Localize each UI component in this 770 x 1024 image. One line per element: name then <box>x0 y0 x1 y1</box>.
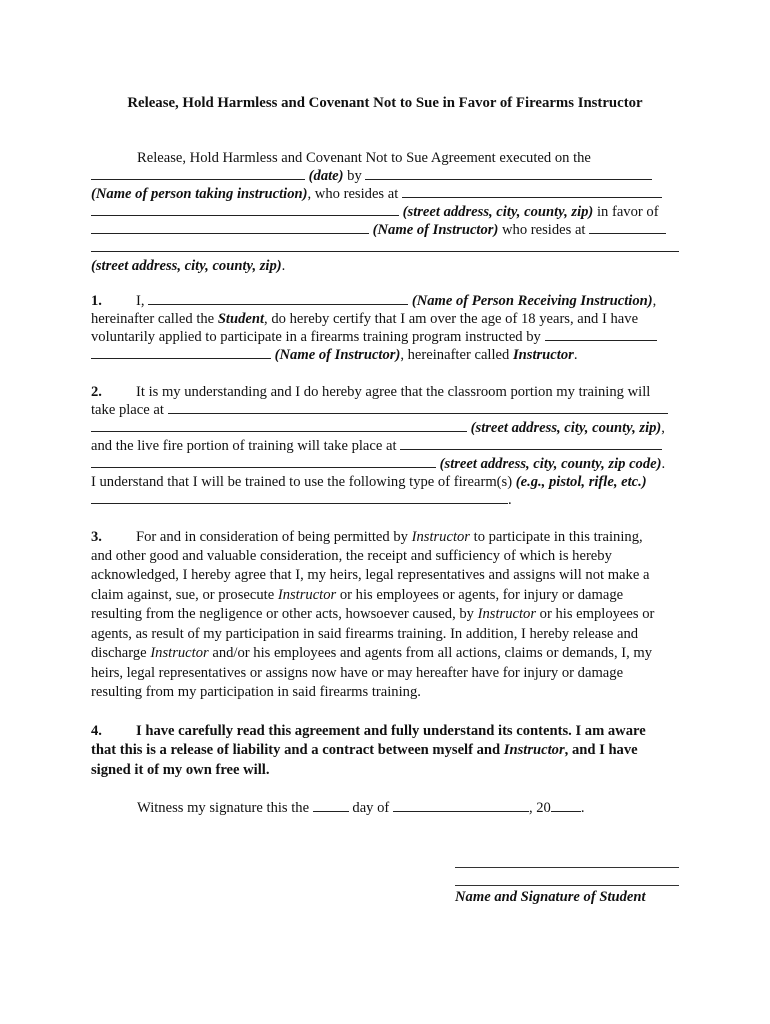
take-place-text: take place at <box>91 402 164 418</box>
section3-line-7 <box>91 644 652 662</box>
by-text: by <box>347 168 362 184</box>
comma: , <box>652 293 657 309</box>
intro-text: Release, Hold Harmless and Covenant Not to Sue Agreement executed on the <box>137 150 591 166</box>
instructor-term: Instructor <box>503 742 565 758</box>
section4-line-1 <box>91 722 646 740</box>
intro-line-6 <box>91 239 679 257</box>
instructor-blank-1[interactable] <box>545 328 657 341</box>
month-blank[interactable] <box>393 799 529 812</box>
instructor-name-blank[interactable] <box>91 221 369 234</box>
signature-label: Name and Signature of Student <box>455 889 646 905</box>
section2-line-7 <box>91 491 512 509</box>
instructor-term: Instructor <box>477 606 536 622</box>
date-blank[interactable] <box>91 167 305 180</box>
section2-line-3 <box>91 419 665 437</box>
section3-text: resulting from the negligence or other acts, howsoever caused, by <box>91 606 474 622</box>
certify-text: , do hereby certify that I am over the age of 18 years, and I have <box>264 311 639 327</box>
instructor-address-blank-1[interactable] <box>589 221 666 234</box>
section3-line-1 <box>91 528 643 546</box>
witness-text: Witness my signature this the <box>137 800 310 816</box>
address-blank-2[interactable] <box>91 203 399 216</box>
name-person-label: (Name of person taking instruction) <box>91 186 308 202</box>
live-fire-address-blank-1[interactable] <box>400 437 662 450</box>
street-label-3: (street address, city, county, zip) <box>470 420 662 436</box>
section1-line-2 <box>91 310 638 328</box>
name-instructor-label: (Name of Instructor) <box>372 222 499 238</box>
street-label-1: (street address, city, county, zip) <box>402 204 594 220</box>
section3-text: For and in consideration of being permitted by <box>136 529 408 545</box>
section2-line-4 <box>91 437 662 455</box>
signature-line-2[interactable] <box>455 885 679 886</box>
section2-number: 2. <box>91 384 102 400</box>
date-label: (date) <box>308 168 344 184</box>
instructor-term: Instructor <box>150 645 209 661</box>
section4-text: that this is a release of liability and a contract between myself and <box>91 742 501 758</box>
section2-line-6 <box>91 473 647 491</box>
day-blank[interactable] <box>313 799 349 812</box>
firearm-type-blank[interactable] <box>91 491 508 504</box>
section2-line-2 <box>91 401 668 419</box>
section3-line-9: resulting from my participation in said firearms training. <box>91 684 421 700</box>
section3-line-5 <box>91 605 654 623</box>
section3-text: or his employees or agents, for injury or damage <box>339 587 624 603</box>
section1-line-4 <box>91 346 577 364</box>
who-resides-text-2: who resides at <box>501 222 586 238</box>
instructor-term: Instructor <box>512 347 574 363</box>
street-label-4: (street address, city, county, zip code) <box>439 456 662 472</box>
section3-text: or his employees or <box>539 606 655 622</box>
signature-line-1[interactable] <box>455 867 679 868</box>
witness-line <box>137 799 585 817</box>
name-person-blank[interactable] <box>365 167 652 180</box>
section4-text: , and I have <box>564 742 638 758</box>
intro-line-7 <box>91 257 285 275</box>
name-instructor-label-2: (Name of Instructor) <box>274 347 401 363</box>
section3-text: and/or his employees and agents from all actions, claims or demands, I, my <box>212 645 653 661</box>
section1-line-3 <box>91 328 657 346</box>
section3-line-4 <box>91 586 623 604</box>
period: . <box>573 347 578 363</box>
who-resides-text: , who resides at <box>307 186 399 202</box>
document-title: Release, Hold Harmless and Covenant Not to Sue in Favor of Firearms Instructor <box>127 95 643 111</box>
period: . <box>508 492 512 508</box>
section4-text: I have carefully read this agreement and fully understand its contents. I am aware <box>136 723 646 739</box>
period: . <box>661 456 666 472</box>
instructor-blank-2[interactable] <box>91 346 271 359</box>
section1-line-1 <box>91 292 656 310</box>
section3-line-8: heirs, legal representatives or assigns now have or may hereafter have for injury or damage <box>91 665 624 681</box>
intro-line-4 <box>91 203 659 221</box>
classroom-address-blank-2[interactable] <box>91 419 467 432</box>
hereinafter-called-text: , hereinafter called <box>400 347 510 363</box>
instructor-term: Instructor <box>277 587 337 603</box>
instructor-term: Instructor <box>411 529 470 545</box>
address-blank-1[interactable] <box>402 185 662 198</box>
voluntarily-text: voluntarily applied to participate in a firearms training program instructed by <box>91 329 541 345</box>
classroom-address-blank-1[interactable] <box>168 401 668 414</box>
in-favor-text: in favor of <box>596 204 659 220</box>
name-receiving-label: (Name of Person Receiving Instruction) <box>411 293 653 309</box>
section3-number: 3. <box>91 529 102 545</box>
intro-line-1 <box>137 149 591 167</box>
section3-text: to participate in this training, <box>473 529 643 545</box>
day-of-text: day of <box>352 800 390 816</box>
section3-text: discharge <box>91 645 147 661</box>
section2-text: It is my understanding and I do hereby agree that the classroom portion my training will <box>136 384 651 400</box>
year-prefix: , 20 <box>528 800 551 816</box>
section2-line-1 <box>91 383 650 401</box>
live-fire-text: and the live fire portion of training will take place at <box>91 438 397 454</box>
examples-text: (e.g., pistol, rifle, etc.) <box>515 474 647 490</box>
student-term: Student <box>217 311 265 327</box>
period: . <box>580 800 585 816</box>
comma: , <box>661 420 665 436</box>
section4-number: 4. <box>91 723 102 739</box>
section3-line-6: agents, as result of my participation in said firearms training. In addition, I hereby release and <box>91 626 639 642</box>
live-fire-address-blank-2[interactable] <box>91 455 436 468</box>
intro-line-2 <box>91 167 652 185</box>
section2-line-5 <box>91 455 665 473</box>
section3-line-3: acknowledged, I hereby agree that I, my heirs, legal representatives and assigns will not make a <box>91 567 650 583</box>
intro-line-5 <box>91 221 666 239</box>
year-blank[interactable] <box>551 799 581 812</box>
section3-text: claim against, sue, or prosecute <box>91 587 275 603</box>
section1-number: 1. <box>91 293 102 309</box>
period: . <box>281 258 286 274</box>
section1-i: I, <box>136 293 145 309</box>
receiving-name-blank[interactable] <box>148 292 408 305</box>
instructor-address-blank-2[interactable] <box>91 239 679 252</box>
section4-line-2 <box>91 741 638 759</box>
understand-text: I understand that I will be trained to use the following type of firearm(s) <box>91 474 513 490</box>
street-label-2: (street address, city, county, zip) <box>91 258 282 274</box>
intro-line-3 <box>91 185 662 203</box>
section3-line-2: and other good and valuable consideration, the receipt and sufficiency of which is hereby <box>91 548 612 564</box>
hereinafter-text: hereinafter called the <box>91 311 215 327</box>
section4-line-3: signed it of my own free will. <box>91 762 270 778</box>
